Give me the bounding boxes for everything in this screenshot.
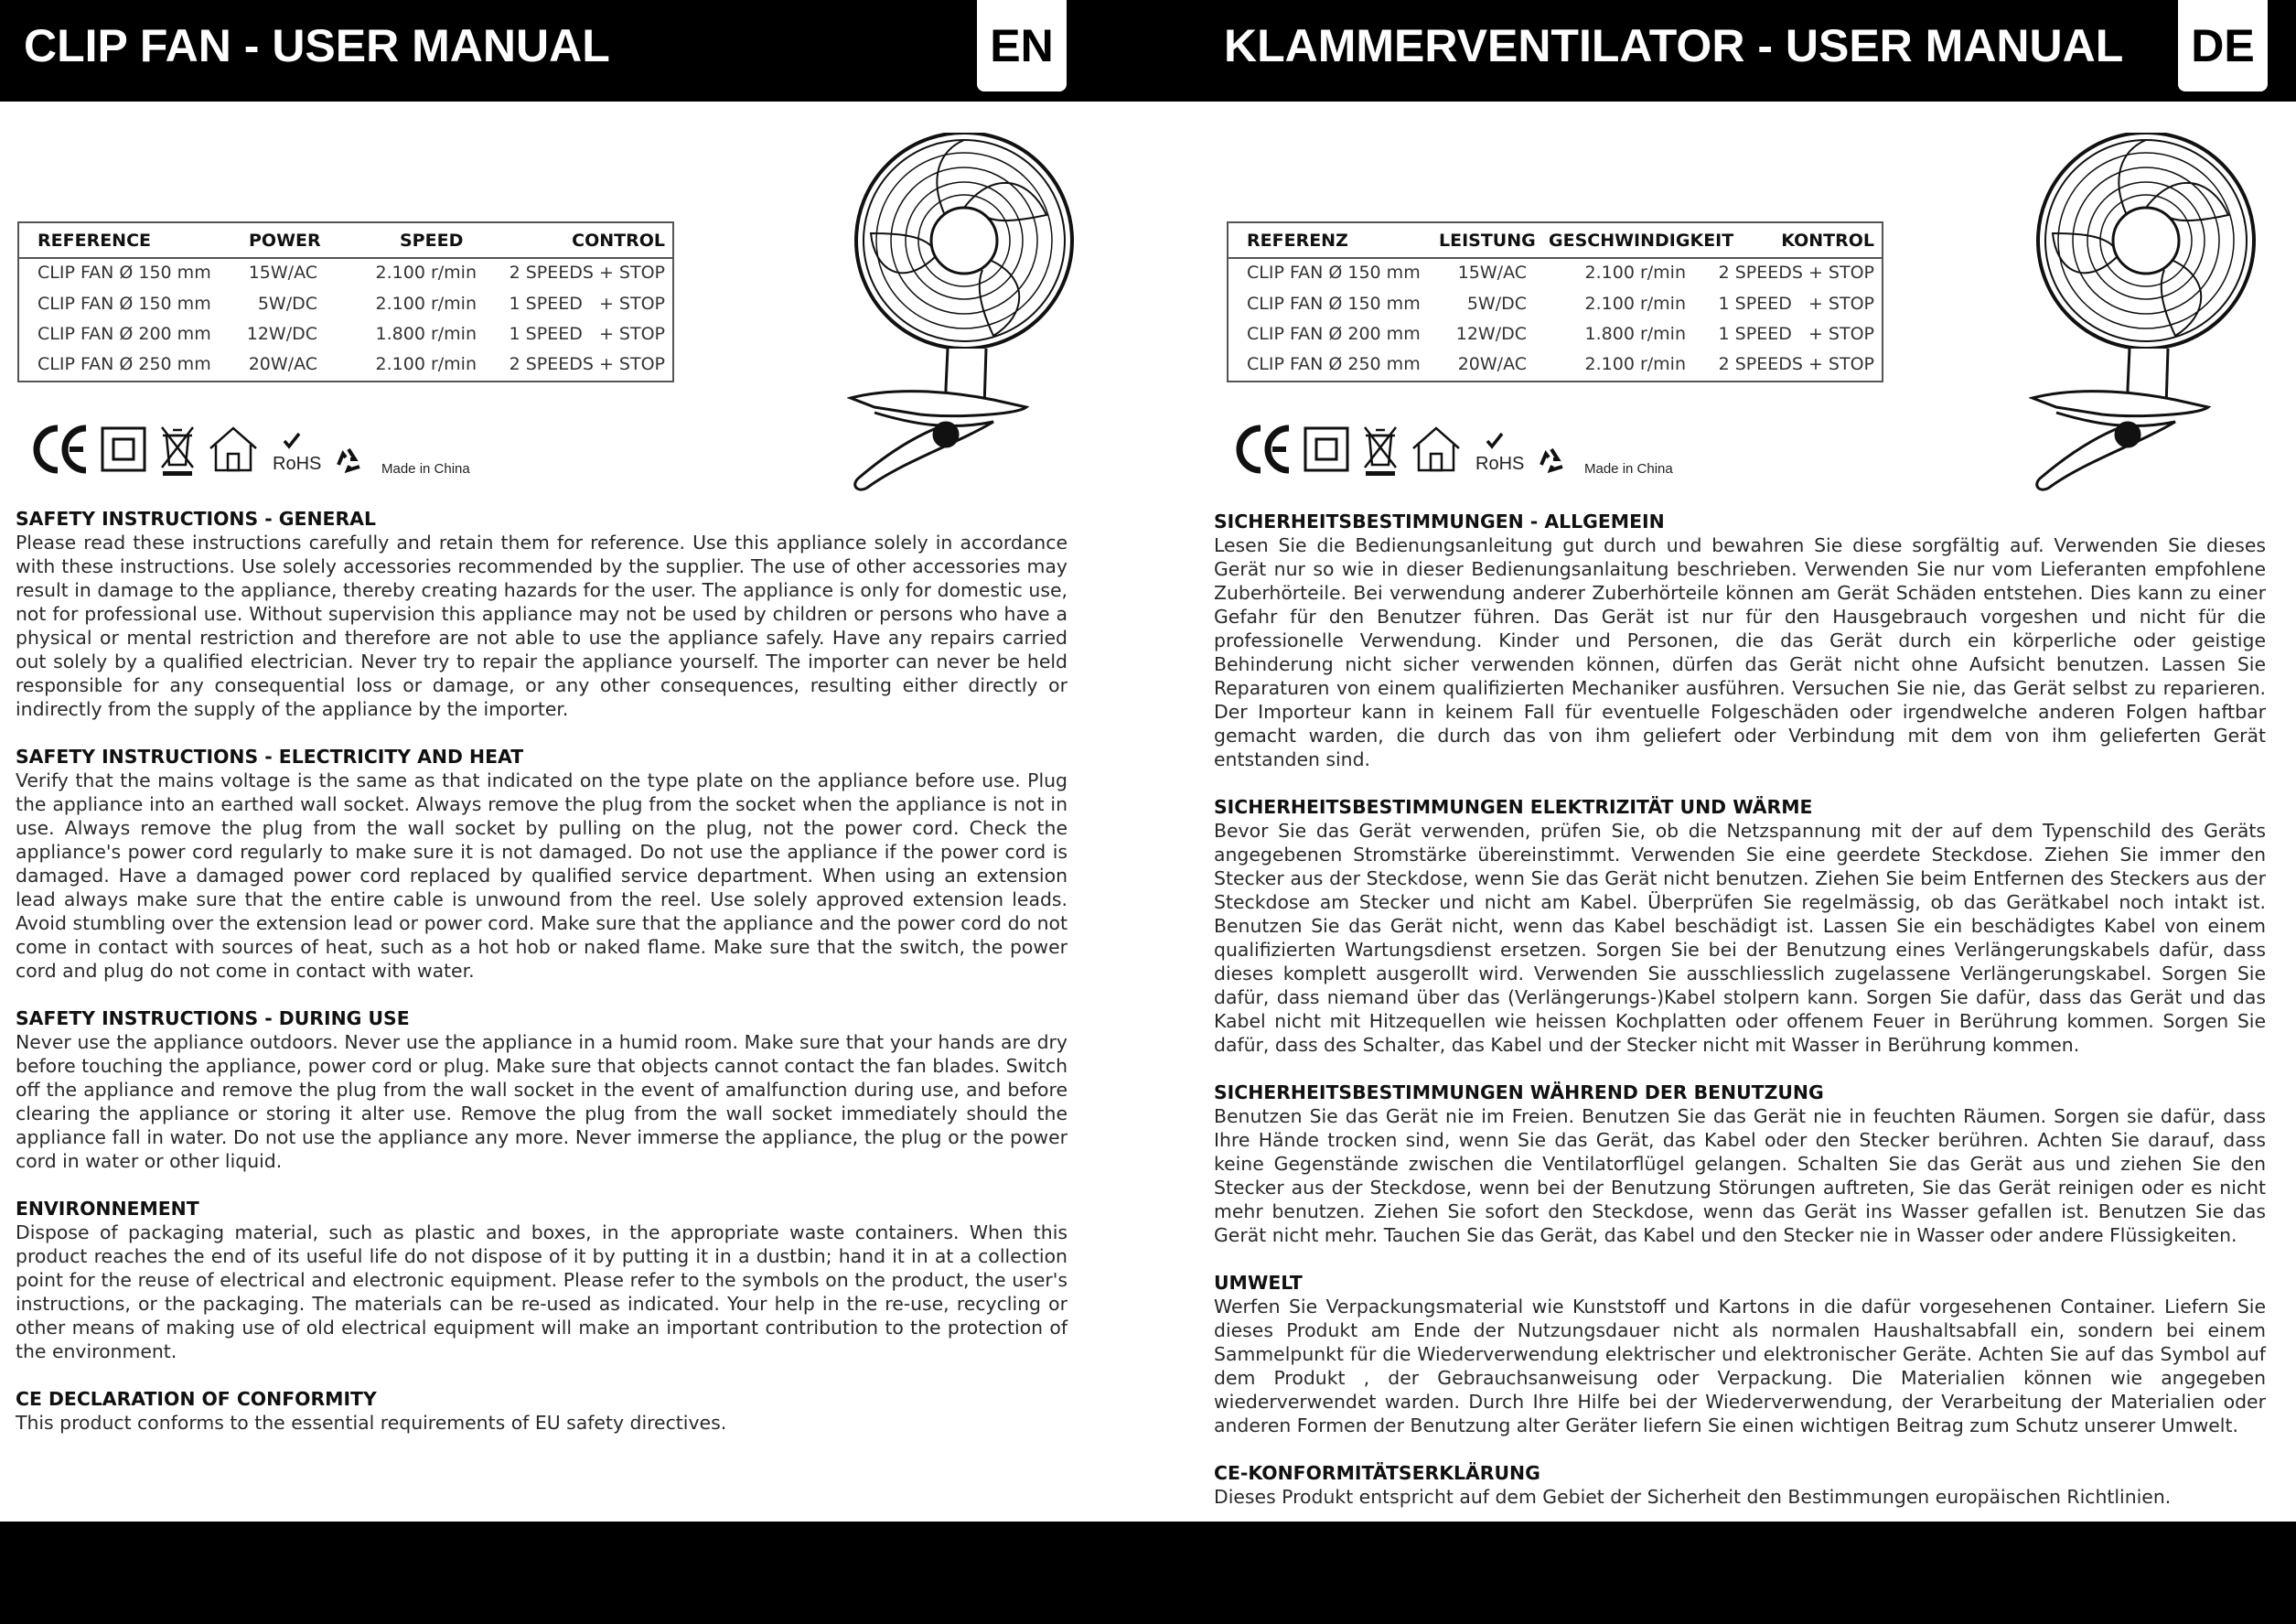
cell-power: 5W/DC xyxy=(1466,294,1527,314)
header-speed: SPEED xyxy=(400,231,464,251)
header-kontrol: KONTROL xyxy=(1781,231,1874,251)
cell-control: 2 SPEEDS + STOP xyxy=(1718,354,1874,374)
header-power: POWER xyxy=(249,231,321,251)
cell-power: 5W/DC xyxy=(257,294,317,314)
weee-bin-icon xyxy=(159,425,196,478)
double-insulation-icon xyxy=(1304,426,1349,472)
cell-power: 15W/AC xyxy=(1457,263,1527,283)
section-body: Bevor Sie das Gerät verwenden, prüfen Sie, ob die Netzspannung mit der auf dem Typenschild des Geräts angegebenen Stromstärke übereinstimmt. Verwenden Sie eine geerdete Steckdose. Ziehen Sie immer den Stecker aus der Steckdose, wenn Sie das Gerät nicht benutzen. Ziehen Sie beim Entfernen des Steckers aus der Steckdose am Stecker und nicht am Kabel. Überprüfen Sie regelmässig, ob das Gerätkabel noch intakt ist. Benutzen Sie das Gerät nicht, wenn das Kabel beschädigt ist. Lassen Sie ein beschädigtes Kabel von einem qualifizierten Wartungsdienst ersetzen. Sorgen Sie bei der Benutzung eines Verlängerungskabels dafür, dass dieses komplett ausgerollt wird. Verwenden Sie ausschliesslich zugelassene Verlängerungskabel. Sorgen Sie dafür, dass niemand über das (Verlängerungs-)Kabel stolpern kann. Sorgen Sie dafür, dass das Gerät und das Kabel nicht mit Hitzequellen wie heissen Kochplatten oder offenem Feuer in Berührung kommen. Sorgen Sie dafür, dass des Schalter, das Kabel und der Stecker nicht mit Wasser in Berührung kommen. xyxy=(1214,820,2266,1056)
indoor-use-house-icon xyxy=(207,425,260,474)
cell-speed: 1.800 r/min xyxy=(1584,324,1686,344)
table-row xyxy=(19,288,672,319)
made-in-label: Made in China xyxy=(381,461,470,477)
cell-speed: 2.100 r/min xyxy=(375,354,477,374)
cell-power: 12W/DC xyxy=(246,324,317,344)
cell-power: 15W/AC xyxy=(248,263,317,283)
cell-reference: CLIP FAN Ø 150 mm xyxy=(38,263,211,283)
section-body: Dispose of packaging material, such as plastic and boxes, in the appropriate waste containers. When this product reaches the end of its useful life do not dispose of it by putting it in a dustbin; hand it in at a collection point for the reuse of electrical and electronic equipment. Please refer to the symbols on the product, the user's instructions, or the packaging. The materials can be re-used as indicated. Your help in the re-use, recycling or other means of making use of old electrical equipment will make an important contribution to the protection of the environment. xyxy=(16,1221,1068,1362)
section-body: Benutzen Sie das Gerät nie im Freien. Benutzen Sie das Gerät nie in feuchten Räumen. Sorgen sie dafür, dass Ihre Hände trocken sind, wenn Sie das Gerät, das Kabel oder den Stecker berühren. Achten Sie darauf, dass keine Gegenstände zwischen die Ventilatorflügel gelangen. Schalten Sie das Gerät aus und ziehen Sie den Stecker aus der Steckdose, wenn bei der Benutzung Störungen auftreten, Sie das Gerät reinigen oder es nicht mehr benutzen. Ziehen Sie sofort den Steckdose, wenn das Gerät ins Wasser gefallen ist. Benutzen Sie das Gerät nicht mehr. Tauchen Sie das Gerät, das Kabel und den Stecker nie in Wasser oder andere Flüssigkeiten. xyxy=(1214,1105,2266,1246)
made-in-label: Made in China xyxy=(1584,461,1673,477)
section-heading: CE DECLARATION OF CONFORMITY xyxy=(16,1388,377,1410)
section-heading: ENVIRONNEMENT xyxy=(16,1198,199,1220)
cell-speed: 2.100 r/min xyxy=(375,263,477,283)
table-row xyxy=(19,318,672,350)
section-body: Never use the appliance outdoors. Never use the appliance in a humid room. Make sure that your hands are dry before touching the appliance, power cord or plug. Make sure that objects cannot contact the fan blades. Switch off the appliance and remove the plug from the wall socket in the event of amalfunction during use, and before clearing the appliance or storing it alter use. Remove the plug from the wall socket immediately should the appliance fall in water. Do not use the appliance any more. Never immerse the appliance, the plug or the power cord in water or other liquid. xyxy=(16,1031,1068,1172)
cell-reference: CLIP FAN Ø 150 mm xyxy=(1247,263,1421,283)
cell-control: 2 SPEEDS + STOP xyxy=(1718,263,1874,283)
double-insulation-icon xyxy=(101,426,146,472)
header-leistung: LEISTUNG xyxy=(1439,231,1536,251)
language-badge-en: EN xyxy=(977,0,1067,91)
section-heading: SICHERHEITSBESTIMMUNGEN WÄHREND DER BENUTZUNG xyxy=(1214,1081,1824,1103)
cell-speed: 2.100 r/min xyxy=(375,294,477,314)
section-heading: CE-KONFORMITÄTSERKLÄRUNG xyxy=(1214,1462,1540,1484)
spec-table-header xyxy=(1228,225,1882,256)
section-body: This product conforms to the essential requirements of EU safety directives. xyxy=(16,1412,727,1434)
section-heading: SAFETY INSTRUCTIONS - GENERAL xyxy=(16,508,376,530)
cell-reference: CLIP FAN Ø 200 mm xyxy=(1247,324,1421,344)
footer-bar xyxy=(0,1522,2296,1624)
spec-table-header xyxy=(19,225,672,256)
indoor-use-house-icon xyxy=(1410,425,1463,474)
language-badge-de: DE xyxy=(2178,0,2268,91)
cell-reference: CLIP FAN Ø 150 mm xyxy=(1247,294,1421,314)
cell-power: 20W/AC xyxy=(1457,354,1527,374)
cell-control: 2 SPEEDS + STOP xyxy=(509,354,665,374)
header-control: CONTROL xyxy=(572,231,665,251)
cell-reference: CLIP FAN Ø 200 mm xyxy=(38,324,211,344)
clip-fan-illustration-en xyxy=(847,133,1085,499)
clip-fan-illustration-de xyxy=(2029,133,2267,499)
certification-symbols-de xyxy=(1236,421,1711,485)
table-row xyxy=(19,257,672,288)
section-heading: SICHERHEITSBESTIMMUNGEN ELEKTRIZITÄT UND WÄRME xyxy=(1214,796,1813,818)
recycling-icon xyxy=(335,446,362,474)
cell-control: 1 SPEED + STOP xyxy=(1718,294,1874,314)
cell-control: 1 SPEED + STOP xyxy=(509,294,665,314)
cell-power: 20W/AC xyxy=(248,354,317,374)
section-body: Lesen Sie die Bedienungsanleitung gut durch und bewahren Sie diese sorgfältig auf. Verwenden Sie dieses Gerät nur so wie in dieser Bedienungsanlaitung beschrieben. Verwenden Sie nur vom Lieferanten empfohlene Zuberhörteile. Bei verwendung anderer Zuberhörteile können am Gerät Schäden entstehen. Dies kann zu einer Gefahr für den Benutzer führen. Das Gerät ist nur für den Hausgebrauch vorgeshen und nicht für die professionelle Verwendung. Kinder und Personen, die das Gerät durch ein körperliche oder geistige Behinderung nicht sicher verwenden können, dürfen das Gerät nicht ohne Aufsicht benutzen. Lassen Sie Reparaturen von einem qualifizierten Mechaniker ausführen. Versuchen Sie nie, das Gerät selbst zu reparieren. Der Importeur kann in keinem Fall für eventuelle Folgeschäden oder irgendwelche anderen Folgen haftbar gemacht warden, die durch das von ihm geliefert oder Verbindung mit dem von ihm gelieferten Gerät entstanden sind. xyxy=(1214,534,2266,770)
certification-symbols-en xyxy=(33,421,509,485)
table-row xyxy=(19,349,672,380)
spec-table-de xyxy=(1227,221,1883,382)
section-body: Dieses Produkt entspricht auf dem Gebiet der Sicherheit den Bestimmungen europäischen Richtlinien. xyxy=(1214,1486,2172,1508)
rohs-check-icon xyxy=(1485,432,1505,450)
section-heading: SAFETY INSTRUCTIONS - ELECTRICITY AND HEAT xyxy=(16,746,524,768)
cell-control: 2 SPEEDS + STOP xyxy=(509,263,665,283)
cell-speed: 2.100 r/min xyxy=(1584,263,1686,283)
header-geschwindigkeit: GESCHWINDIGKEIT xyxy=(1549,231,1734,251)
cell-reference: CLIP FAN Ø 250 mm xyxy=(38,354,211,374)
header-reference: REFERENCE xyxy=(38,231,152,251)
cell-power: 12W/DC xyxy=(1455,324,1527,344)
cell-control: 1 SPEED + STOP xyxy=(509,324,665,344)
cell-control: 1 SPEED + STOP xyxy=(1718,324,1874,344)
table-row xyxy=(1228,349,1882,380)
table-row xyxy=(1228,257,1882,288)
section-body: Please read these instructions carefully and retain them for reference. Use this appliance solely in accordance with these instructions. Use solely accessories recommended by the supplier. The use of other accessories may result in damage to the appliance, thereby creating hazards for the user. The appliance is only for domestic use, not for professional use. Without supervision this appliance may not be used by children or persons who have a physical or mental restriction and therefore are not able to use the appliance safely. Have any repairs carried out solely by a qualified electrician. Never try to repair the appliance yourself. The importer can never be held responsible for any consequential loss or damage, or any other consequences, resulting either directly or indirectly from the supply of the appliance by the importer. xyxy=(16,532,1068,720)
header-referenz: REFERENZ xyxy=(1247,231,1348,251)
cell-speed: 2.100 r/min xyxy=(1584,354,1686,374)
ce-mark-icon xyxy=(1236,423,1293,476)
instructions-column-de xyxy=(1214,510,2266,1533)
spec-table-en xyxy=(17,221,674,382)
table-row xyxy=(1228,288,1882,319)
page-title-de: KLAMMERVENTILATOR - USER MANUAL xyxy=(1224,20,2124,71)
cell-speed: 2.100 r/min xyxy=(1584,294,1686,314)
section-body: Werfen Sie Verpackungsmaterial wie Kunststoff und Kartons in die dafür vorgesehenen Container. Liefern Sie dieses Produkt am Ende der Nutzungsdauer nicht als normalen Haushaltsabfall ein, sondern bei einem Sammelpunkt für die Wiederverwendung elektrischer und elektronischer Geräte. Achten Sie auf das Symbol auf dem Produkt , der Gebrauchsanweisung oder Verpackung. Die Materialien können wie angegeben wiederverwendet warden. Durch Ihre Hilfe bei der Wiederverwendung, der Verarbeitung der Materialien oder anderen Formen der Benutzung alter Geräter liefern Sie einen wichtigen Beitrag zum Schutz unserer Umwelt. xyxy=(1214,1296,2266,1436)
rohs-label: RoHS xyxy=(1475,454,1525,474)
table-row xyxy=(1228,318,1882,350)
section-heading: SAFETY INSTRUCTIONS - DURING USE xyxy=(16,1007,410,1029)
cell-reference: CLIP FAN Ø 150 mm xyxy=(38,294,211,314)
section-heading: SICHERHEITSBESTIMMUNGEN - ALLGEMEIN xyxy=(1214,511,1665,532)
section-body: Verify that the mains voltage is the same as that indicated on the type plate on the appliance before use. Plug the appliance into an earthed wall socket. Always remove the plug from the socket when the appliance is not in use. Always remove the plug from the wall socket by pulling on the plug, not the power cord. Check the appliance's power cord regularly to make sure it is not damaged. Do not use the appliance if the power cord is damaged. Have a damaged power cord replaced by qualified service department. When using an extension lead always make sure that the entire cable is unwound from the reel. Use solely approved extension leads. Avoid stumbling over the extension lead or power cord. Make sure that the appliance and the power cord do not come in contact with sources of heat, such as a hot hob or naked flame. Make sure that the switch, the power cord and plug do not come in contact with water. xyxy=(16,769,1068,982)
rohs-check-icon xyxy=(282,432,302,450)
ce-mark-icon xyxy=(33,423,90,476)
weee-bin-icon xyxy=(1362,425,1399,478)
section-heading: UMWELT xyxy=(1214,1272,1303,1294)
recycling-icon xyxy=(1538,446,1565,474)
cell-speed: 1.800 r/min xyxy=(375,324,477,344)
rohs-label: RoHS xyxy=(273,454,322,474)
cell-reference: CLIP FAN Ø 250 mm xyxy=(1247,354,1421,374)
instructions-column-en xyxy=(16,507,1068,1458)
page-title-en: CLIP FAN - USER MANUAL xyxy=(24,20,610,71)
